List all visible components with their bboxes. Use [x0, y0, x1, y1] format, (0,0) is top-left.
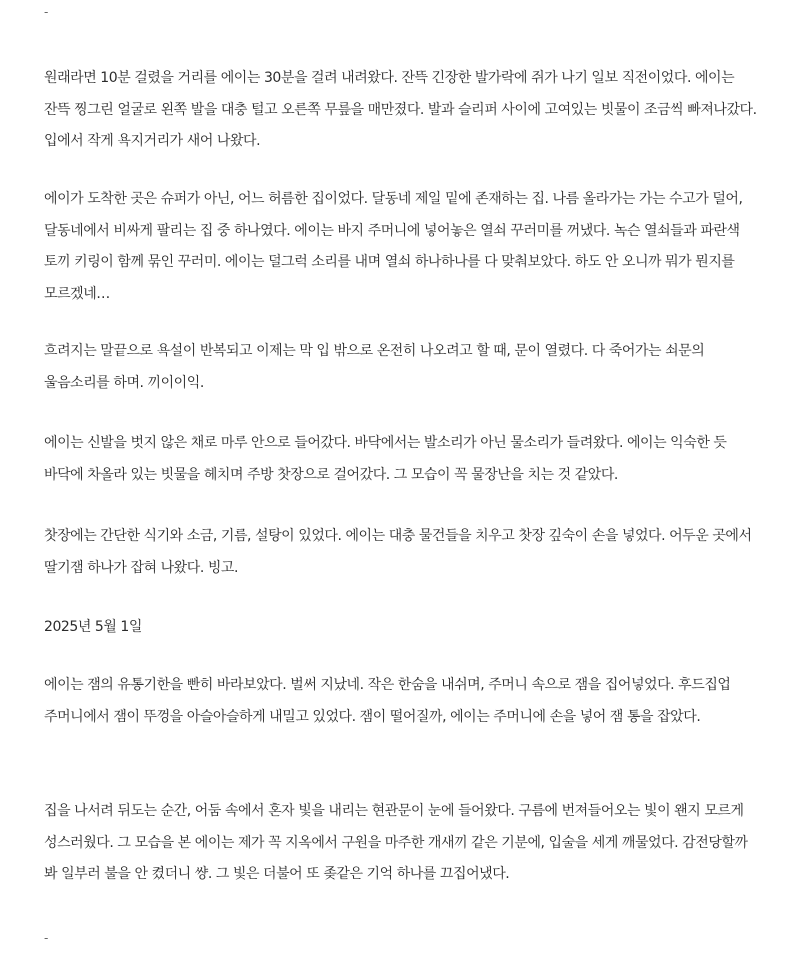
- section-separator-bottom: -: [44, 931, 48, 945]
- paragraph-1: 원래라면 10분 걸렸을 거리를 에이는 30분을 걸려 내려왔다. 잔뜩 긴장한 발가락에 쥐가 나기 일보 직전이었다. 에이는 잔뜩 찡그린 얼굴로 왼쪽 발을 대충 털고 오른쪽 무릎을 매만졌다. 발과 슬리퍼 사이에 고여있는 빗물이 조금씩 빠져나갔다. 입에서 작게 욕지거리가 새어 나왔다.: [44, 70, 757, 149]
- section-separator-top: -: [44, 5, 48, 19]
- paragraph-5: 찻장에는 간단한 식기와 소금, 기름, 설탕이 있었다. 에이는 대충 물건들을 치우고 찻장 깊숙이 손을 넣었다. 어두운 곳에서 딸기잼 하나가 잡혀 나왔다. 빙고.: [44, 528, 752, 576]
- paragraph-8: 집을 나서려 뒤도는 순간, 어둠 속에서 혼자 빛을 내리는 현관문이 눈에 들어왔다. 구름에 번져들어오는 빛이 왠지 모르게 성스러웠다. 그 모습을 본 에이는 제가 꼭 지옥에서 구원을 마주한 개새끼 같은 기분에, 입술을 세게 깨물었다. 감전당할까 봐 일부러 불을 안 켰더니 썅. 그 빛은 더불어 또 좆같은 기억 하나를 끄집어냈다.: [44, 803, 748, 882]
- expiry-date-line: 2025년 5월 1일: [44, 619, 142, 635]
- paragraph-3: 흐려지는 말끝으로 욕설이 반복되고 이제는 막 입 밖으로 온전히 나오려고 할 때, 문이 열렸다. 다 죽어가는 쇠문의 울음소리를 하며. 끼이이익.: [44, 343, 705, 391]
- paragraph-2: 에이가 도착한 곳은 슈퍼가 아닌, 어느 허름한 집이었다. 달동네 제일 밑에 존재하는 집. 나름 올라가는 가는 수고가 덜어, 달동네에서 비싸게 팔리는 집 중 하나였다. 에이는 바지 주머니에 넣어놓은 열쇠 꾸러미를 꺼냈다. 녹슨 열쇠들과 파란색 토끼 키링이 함께 묶인 꾸러미. 에이는 덜그럭 소리를 내며 열쇠 하나하나를 다 맞춰보았다. 하도 안 오니까 뭐가 뭔지를 모르겠네…: [44, 191, 743, 302]
- paragraph-4: 에이는 신발을 벗지 않은 채로 마루 안으로 들어갔다. 바닥에서는 발소리가 아닌 물소리가 들려왔다. 에이는 익숙한 듯 바닥에 차올라 있는 빗물을 헤치며 주방 찻장으로 걸어갔다. 그 모습이 꼭 물장난을 치는 것 같았다.: [44, 435, 727, 483]
- paragraph-7: 에이는 잼의 유통기한을 빤히 바라보았다. 벌써 지났네. 작은 한숨을 내쉬며, 주머니 속으로 잼을 집어넣었다. 후드집업 주머니에서 잼이 뚜껑을 아슬아슬하게 내밀고 있었다. 잼이 떨어질까, 에이는 주머니에 손을 넣어 잼 통을 잡았다.: [44, 677, 731, 725]
